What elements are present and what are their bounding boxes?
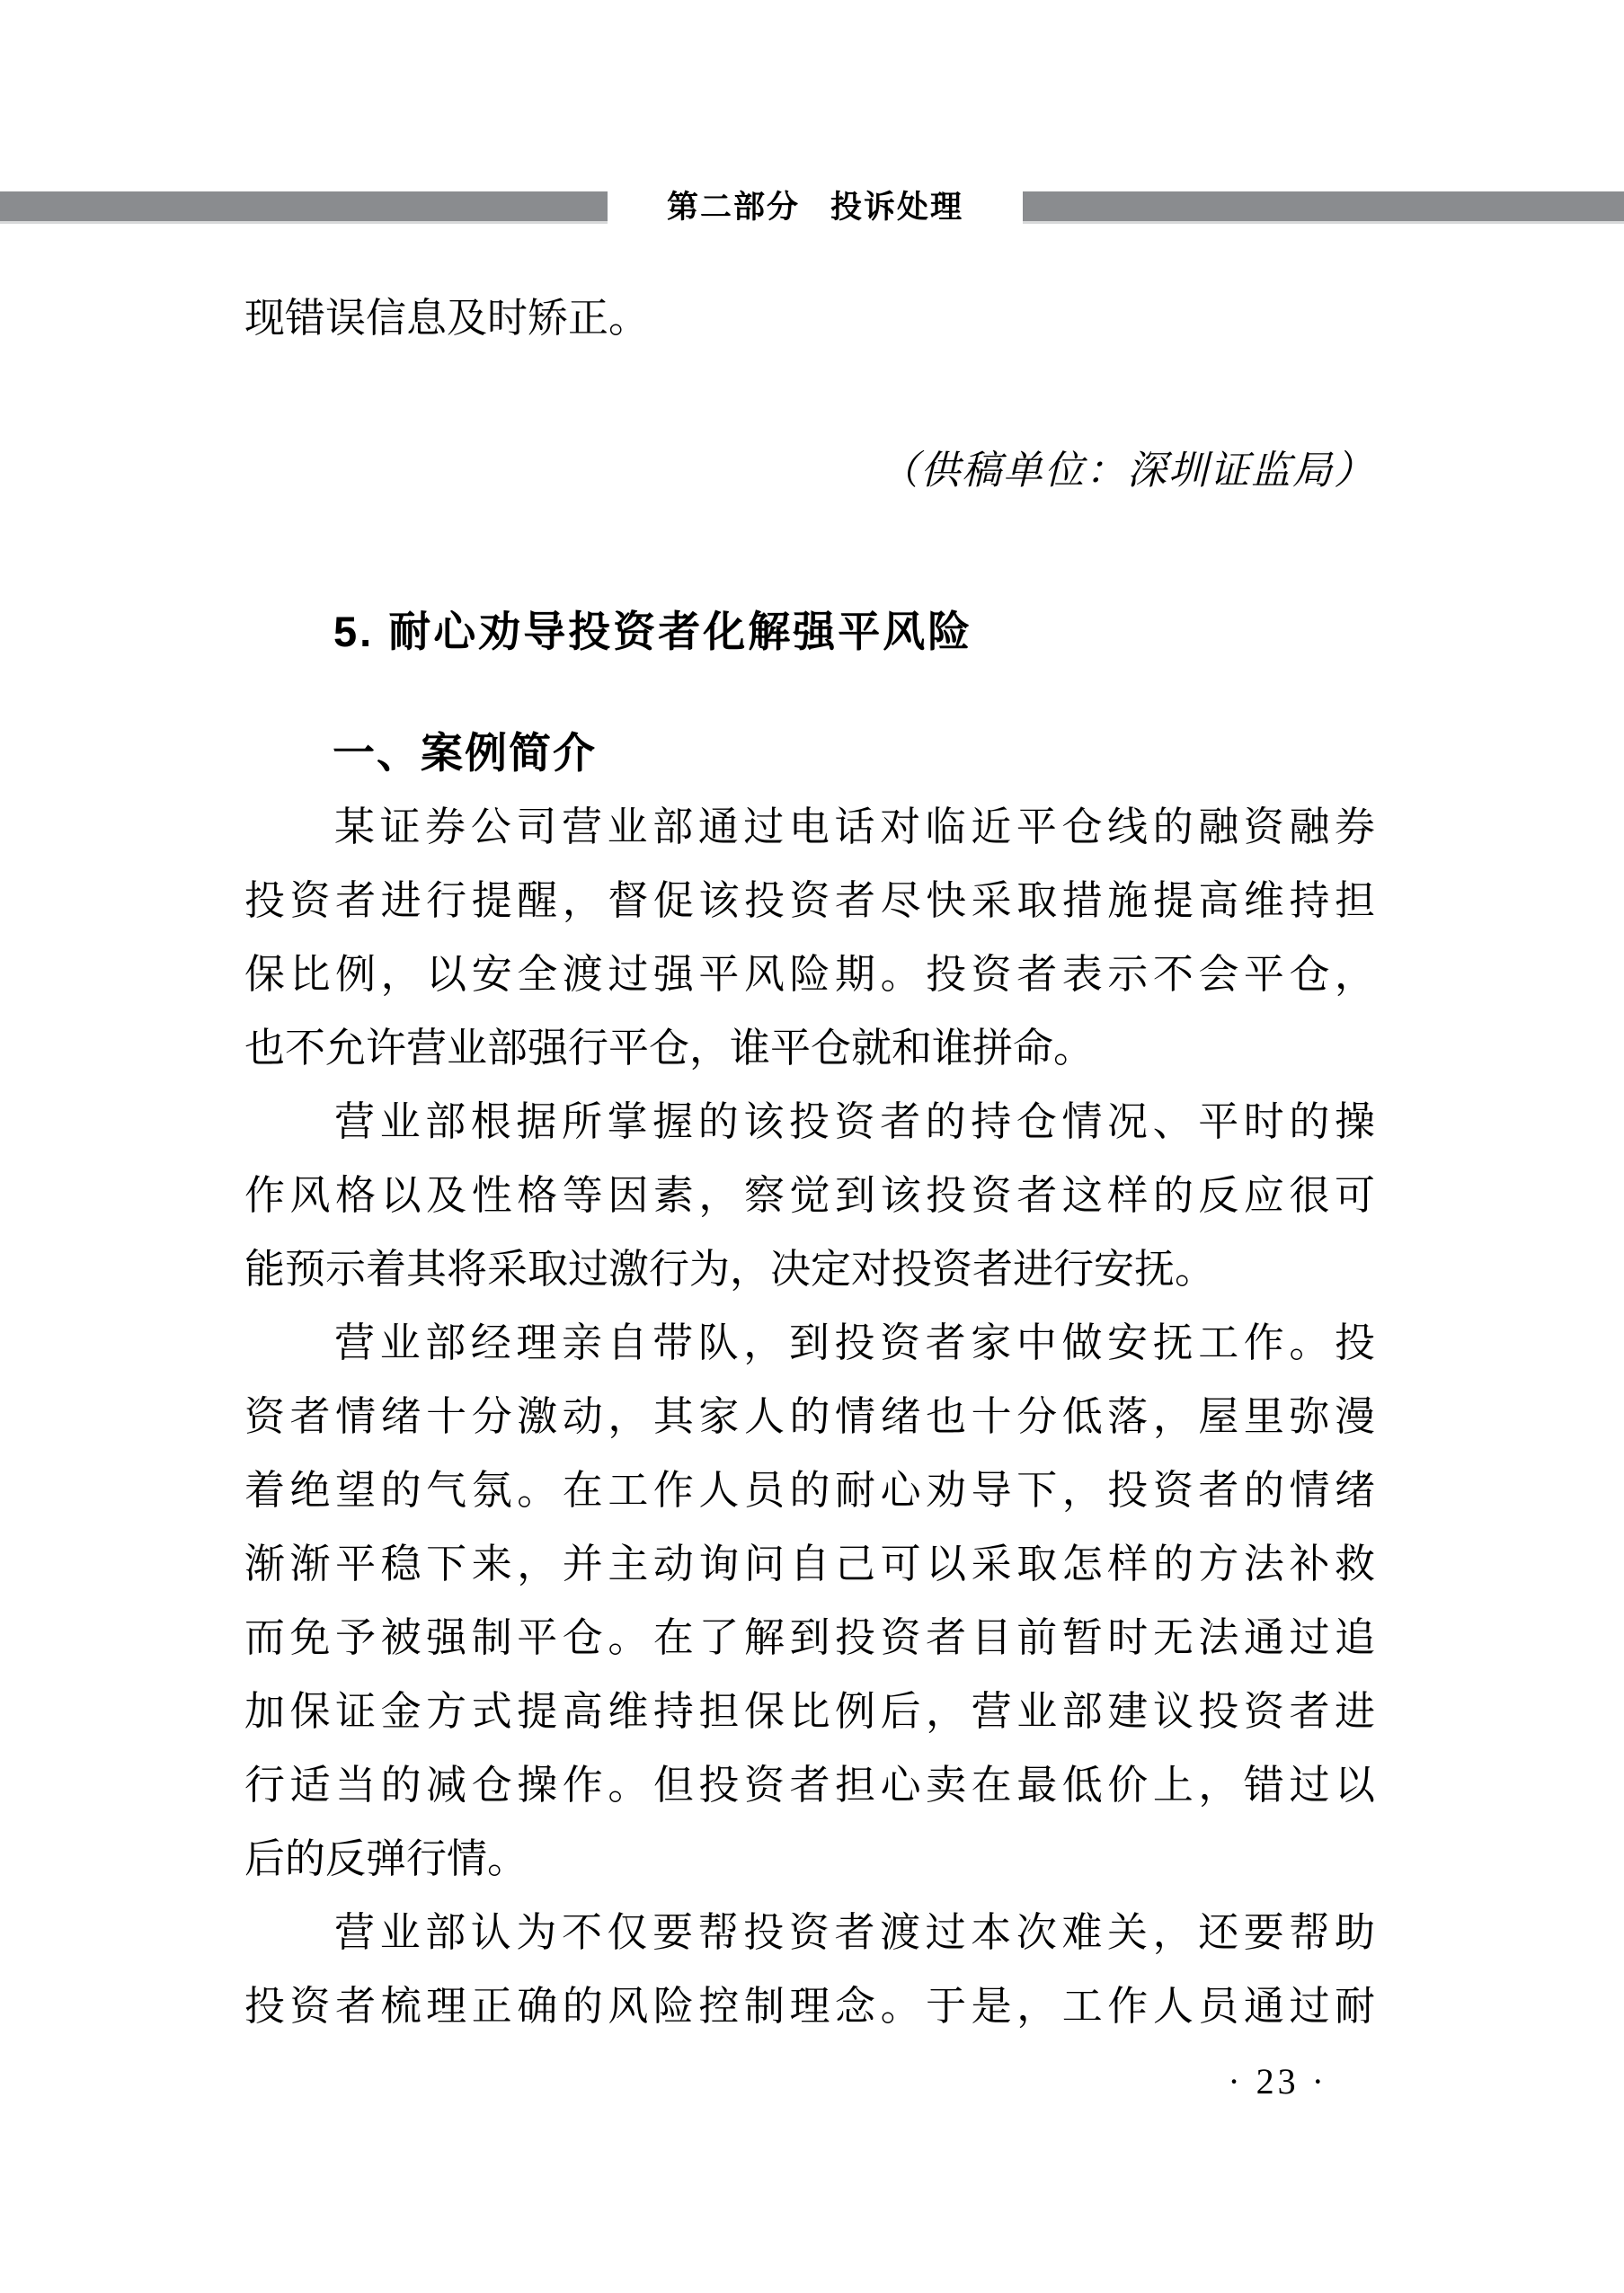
attribution-line: （供稿单位：深圳证监局）: [879, 449, 1375, 493]
body-text-block: [244, 790, 1375, 2043]
body-text-line: 营业部根据所掌握的该投资者的持仓情况、平时的操: [334, 1099, 1375, 1144]
running-header-part: 第二部分: [666, 190, 800, 225]
section-heading: 5. 耐心劝导投资者化解强平风险: [333, 608, 973, 655]
header-rule-right: [1023, 191, 1624, 224]
body-text-line: 资者情绪十分激动，其家人的情绪也十分低落，屋里弥漫: [244, 1394, 1375, 1439]
paragraph-continuation-line: 现错误信息及时矫正。: [244, 296, 650, 341]
body-text-line: 能预示着其将采取过激行为，决定对投资者进行安抚。: [244, 1247, 1216, 1292]
body-text-line: 后的反弹行情。: [244, 1836, 528, 1881]
body-text-line: 投资者梳理正确的风险控制理念。于是，工作人员通过耐: [244, 1984, 1375, 2029]
body-text-line: 投资者进行提醒，督促该投资者尽快采取措施提高维持担: [244, 878, 1375, 923]
body-text-line: 而免予被强制平仓。在了解到投资者目前暂时无法通过追: [244, 1615, 1375, 1660]
body-text-line: 作风格以及性格等因素，察觉到该投资者这样的反应很可: [244, 1173, 1375, 1218]
subsection-heading: 一、案例简介: [333, 731, 597, 778]
body-text-line: 也不允许营业部强行平仓，谁平仓就和谁拼命。: [244, 1026, 1095, 1071]
body-text-line: 营业部认为不仅要帮投资者渡过本次难关，还要帮助: [334, 1910, 1375, 1955]
body-text-line: 着绝望的气氛。在工作人员的耐心劝导下，投资者的情绪: [244, 1468, 1375, 1513]
page-number: · 23 ·: [1228, 2061, 1327, 2102]
body-text-line: 保比例，以安全渡过强平风险期。投资者表示不会平仓，: [244, 952, 1375, 997]
header-rule-left: [0, 191, 608, 224]
body-text-line: 营业部经理亲自带队，到投资者家中做安抚工作。投: [334, 1320, 1375, 1365]
body-text-line: 某证券公司营业部通过电话对临近平仓线的融资融券: [334, 804, 1375, 849]
running-header-title: [608, 191, 1023, 224]
body-text-line: 渐渐平稳下来，并主动询问自己可以采取怎样的方法补救: [244, 1542, 1375, 1586]
body-text-line: 加保证金方式提高维持担保比例后，营业部建议投资者进: [244, 1689, 1375, 1734]
running-header-section: 投诉处理: [830, 190, 964, 225]
body-text-line: 行适当的减仓操作。但投资者担心卖在最低价上，错过以: [244, 1763, 1375, 1808]
